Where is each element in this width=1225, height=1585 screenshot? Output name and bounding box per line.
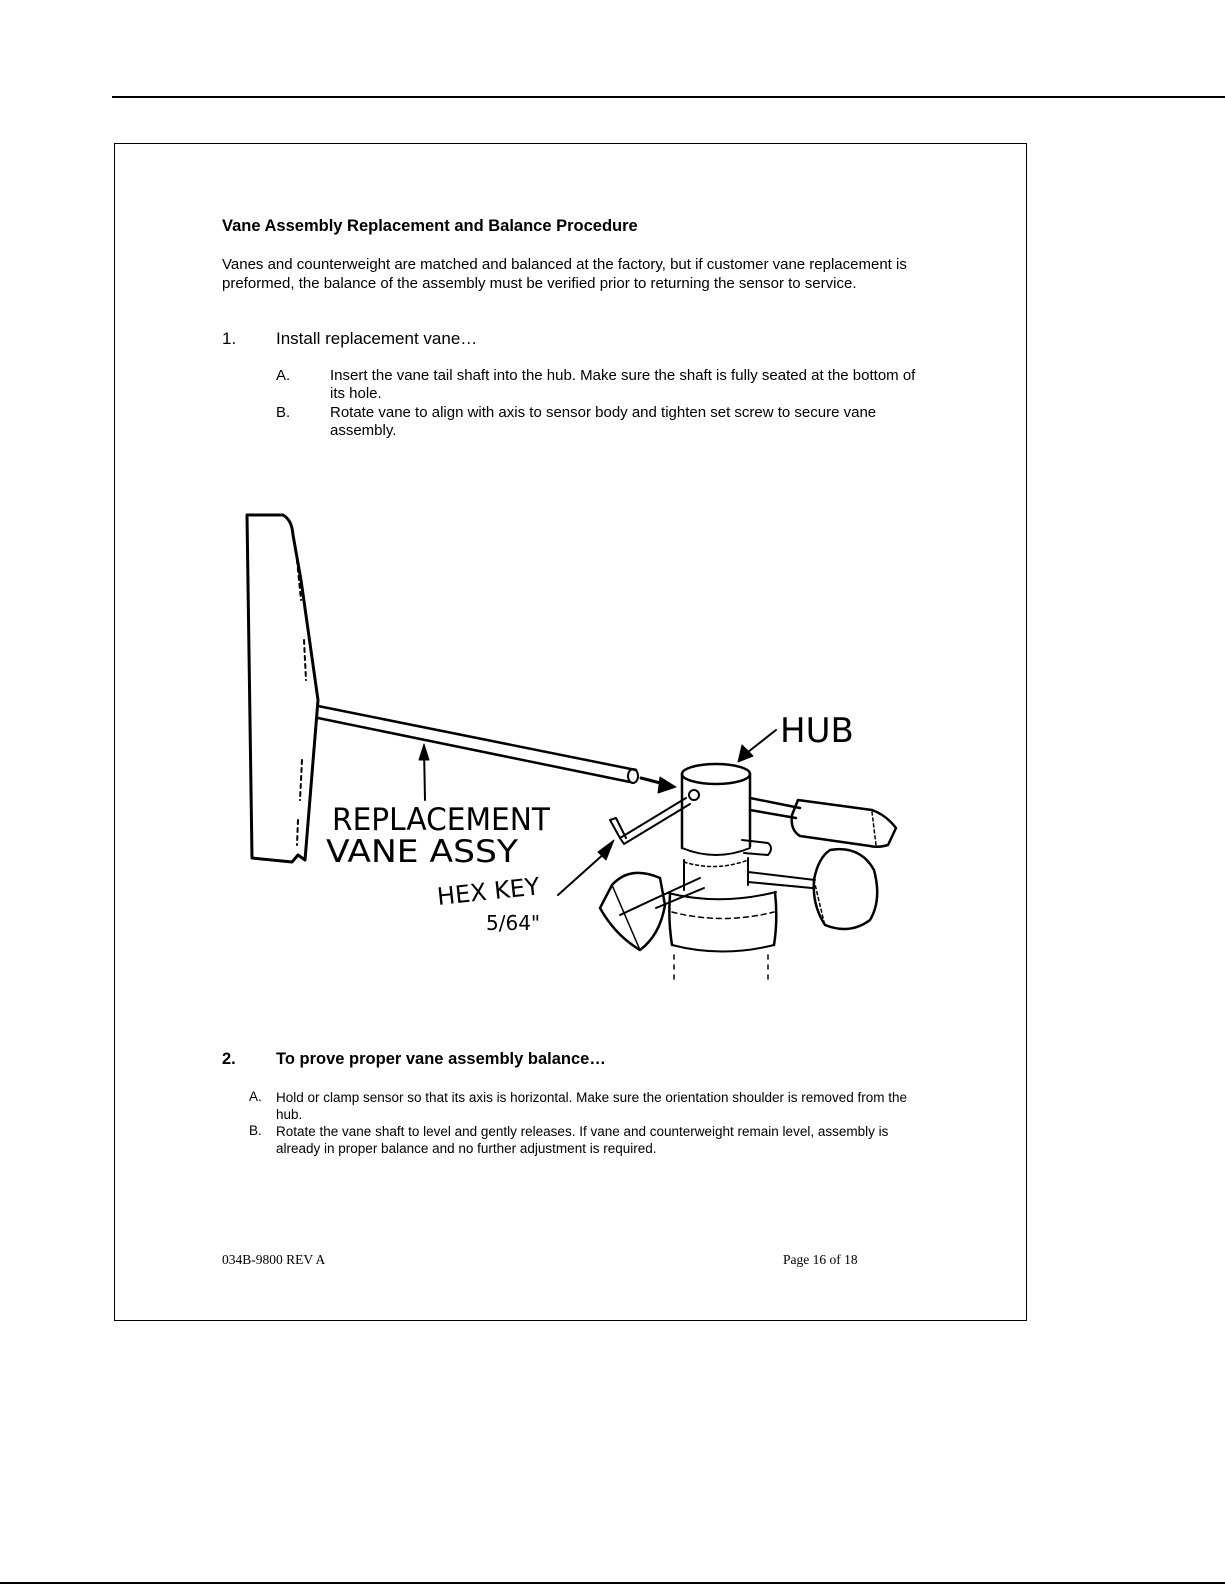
step1-item-a-letter: A.	[276, 367, 291, 384]
step2-item-a-text: Hold or clamp sensor so that its axis is horizontal. Make sure the orientation shoulder is removed from the hub.	[276, 1090, 908, 1122]
label-hex-key: HEX KEY	[435, 872, 541, 911]
label-replacement-line2: VANE ASSY	[326, 834, 519, 870]
footer-rule	[0, 1582, 1225, 1584]
label-hub: HUB	[780, 711, 854, 751]
step2-number: 2.	[222, 1050, 236, 1068]
step1-item-a-text: Insert the vane tail shaft into the hub. Make sure the shaft is fully seated at the bottom of its hole.	[330, 367, 916, 402]
vane-fin	[247, 515, 318, 862]
step1-item-b-letter: B.	[276, 404, 291, 421]
label-replacement-line1: REPLACEMENT	[332, 802, 552, 838]
step1-heading: Install replacement vane…	[276, 329, 478, 348]
vane-shaft	[318, 706, 636, 782]
intro-paragraph: Vanes and counterweight are matched and balanced at the factory, but if customer vane replacement is preformed, the balance of the assembly must be verified prior to returning the sensor to service.	[222, 256, 907, 292]
step1-item-b-text: Rotate vane to align with axis to sensor body and tighten set screw to secure vane assembly.	[330, 404, 877, 439]
step1-number: 1.	[222, 329, 237, 348]
footer-doc-id: 034B-9800 REV A	[222, 1252, 326, 1267]
label-hex-size: 5/64"	[486, 911, 541, 935]
page-title: Vane Assembly Replacement and Balance Procedure	[222, 217, 638, 235]
step2-item-b-text: Rotate the vane shaft to level and gently releases. If vane and counterweight remain level, assembly is already in proper balance and no further adjustment is required.	[276, 1124, 889, 1156]
step2-item-a-letter: A.	[249, 1089, 262, 1104]
step2-item-b-letter: B.	[249, 1123, 262, 1138]
step2-heading: To prove proper vane assembly balance…	[276, 1050, 606, 1068]
footer-page-number: Page 16 of 18	[783, 1252, 858, 1267]
